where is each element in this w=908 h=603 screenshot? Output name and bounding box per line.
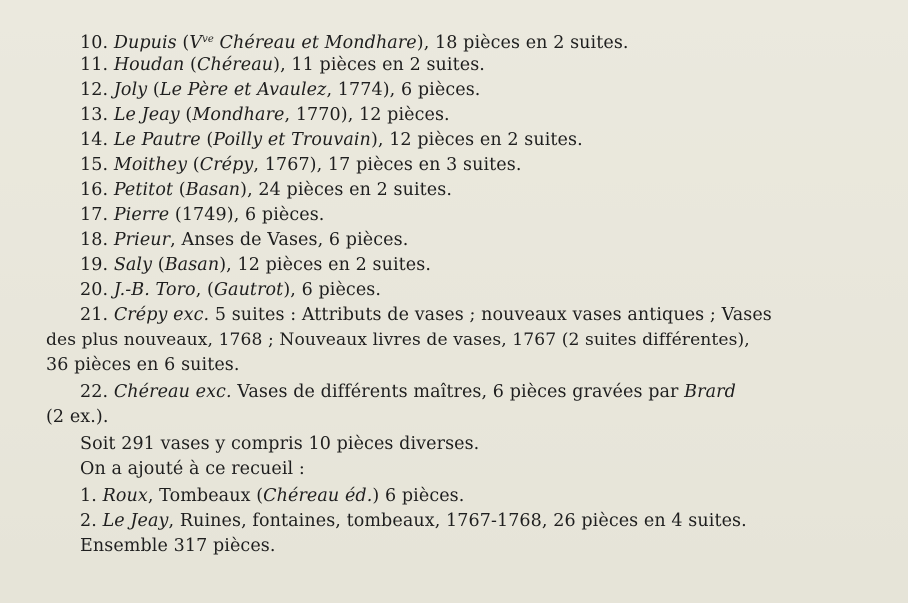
entry-13: 13. Le Jeay (Mondhare, 1770), 12 pièces. (80, 105, 450, 125)
added-entry-2: 2. Le Jeay, Ruines, fontaines, tombeaux, 1767-1768, 26 pièces en 4 suites. (80, 511, 747, 531)
ensemble-line: Ensemble 317 pièces. (80, 536, 276, 556)
entry-19: 19. Saly (Basan), 12 pièces en 2 suites. (80, 255, 432, 275)
entry-21-line3: 36 pièces en 6 suites. (46, 355, 240, 375)
entry-21-line1: 21. Crépy exc. 5 suites : Attributs de vases ; nouveaux vases antiques ; Vases (80, 305, 772, 325)
entry-22-line1: 22. Chéreau exc. Vases de différents maîtres, 6 pièces gravées par Brard (80, 382, 736, 402)
entry-18: 18. Prieur, Anses de Vases, 6 pièces. (80, 230, 409, 250)
entry-12: 12. Joly (Le Père et Avaulez, 1774), 6 pièces. (80, 80, 481, 100)
added-entry-1: 1. Roux, Tombeaux (Chéreau éd.) 6 pièces. (80, 486, 465, 506)
entry-14: 14. Le Pautre (Poilly et Trouvain), 12 pièces en 2 suites. (80, 130, 583, 150)
entry-20: 20. J.-B. Toro, (Gautrot), 6 pièces. (80, 280, 382, 300)
entry-16: 16. Petitot (Basan), 24 pièces en 2 suites. (80, 180, 452, 200)
entry-10: 10. Dupuis ($V^{ve}$ Chéreau et Mondhare), 18 pièces en 2 suites. (80, 33, 629, 53)
added-heading: On a ajouté à ce recueil : (80, 459, 305, 479)
entry-15: 15. Moithey (Crépy, 1767), 17 pièces en 3 suites. (80, 155, 522, 175)
entry-17: 17. Pierre (1749), 6 pièces. (80, 205, 325, 225)
entry-21-line2: des plus nouveaux, 1768 ; Nouveaux livres de vases, 1767 (2 suites différentes), (46, 330, 750, 350)
total-line: Soit 291 vases y compris 10 pièces diverses. (80, 434, 480, 454)
entry-11: 11. Houdan (Chéreau), 11 pièces en 2 suites. (80, 55, 485, 75)
entry-22-line2: (2 ex.). (46, 407, 109, 427)
